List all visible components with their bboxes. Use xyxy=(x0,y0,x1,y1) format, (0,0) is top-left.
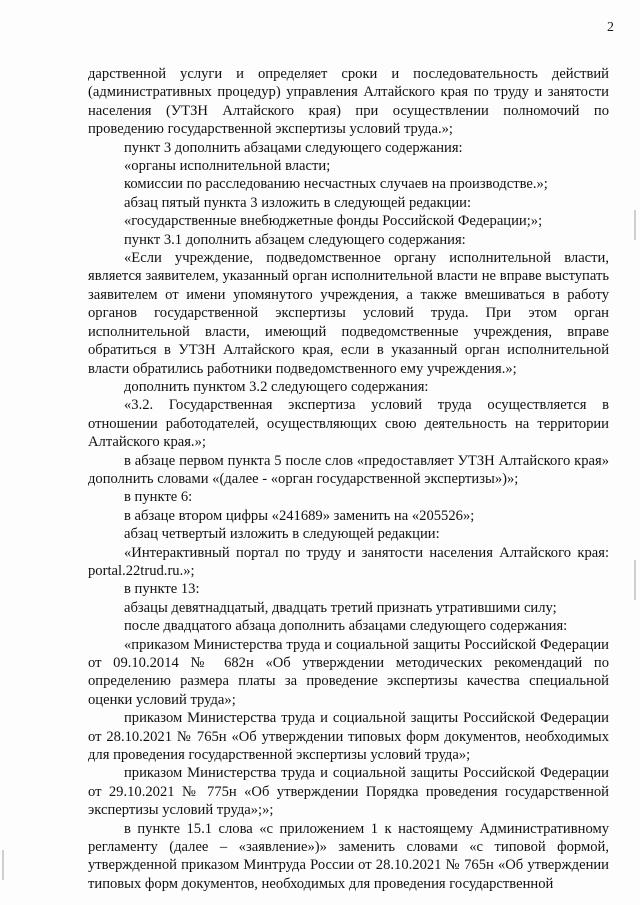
paragraph: пункт 3 дополнить абзацами следующего содержания: xyxy=(124,139,463,156)
document-body xyxy=(88,65,609,893)
page-number: 2 xyxy=(607,20,614,35)
paragraph: в пункте 13: xyxy=(124,581,200,598)
paragraph: в абзаце первом пункта 5 после слов «предоставляет УТЗН Алтайского края» дополнить словами «(далее - «орган государственной экспертизы»)»; xyxy=(88,452,609,487)
scan-edge-mark xyxy=(634,560,636,600)
paragraph: комиссии по расследованию несчастных случаев на производстве.»; xyxy=(124,176,548,193)
paragraph: после двадцатого абзаца дополнить абзацами следующего содержания: xyxy=(124,618,568,635)
scan-edge-mark xyxy=(2,850,4,880)
paragraph: дополнить пунктом 3.2 следующего содержания: xyxy=(124,378,429,395)
paragraph: «государственные внебюджетные фонды Российской Федерации;»; xyxy=(124,213,543,230)
paragraph: пункт 3.1 дополнить абзацем следующего содержания: xyxy=(124,231,466,248)
paragraph: приказом Министерства труда и социальной защиты Российской Федерации от 28.10.2021 № 765н «Об утверждении типовых форм документов, необходимых для проведения государственной экспертизы условий труда»; xyxy=(88,710,609,764)
paragraph: в пункте 15.1 слова «с приложением 1 к настоящему Административному регламенту (далее – «заявление»)» заменить словами «с типовой формой, утвержденной приказом Минтруда России от 28.10.2021 № 765н «Об утверждении типовых форм документов, необходимых для проведения государственной xyxy=(88,820,609,892)
paragraph: «3.2. Государственная экспертиза условий труда осуществляется в отношении работодателей, осуществляющих свою деятельность на территории Алтайского края.»; xyxy=(88,397,609,451)
paragraph: абзац пятый пункта 3 изложить в следующей редакции: xyxy=(124,194,472,211)
scan-edge-mark xyxy=(634,210,636,240)
paragraph: «Интерактивный портал по труду и занятости населения Алтайского края: portal.22trud.ru.»; xyxy=(88,544,609,579)
paragraph: «Если учреждение, подведомственное органу исполнительной власти, является заявителем, указанный орган исполнительной власти не вправе выступать заявителем от имени упомянутого учреждения, а также вмешиваться в работу органов государственной экспертизы условий труда. При этом орган исполнительной власти, имеющий подведомственные учреждения, вправе обратиться в УТЗН Алтайского края, если в указанный орган исполнительной власти обратились работники подведомственного ему учреждения.»; xyxy=(88,250,609,377)
paragraph: «органы исполнительной власти; xyxy=(124,158,331,175)
paragraph: абзац четвертый изложить в следующей редакции: xyxy=(124,526,440,543)
paragraph: абзацы девятнадцатый, двадцать третий признать утратившими силу; xyxy=(124,599,557,616)
paragraph: приказом Министерства труда и социальной защиты Российской Федерации от 29.10.2021 № 775н «Об утверждении Порядка проведения государственной экспертизы условий труда»;»; xyxy=(88,765,609,819)
paragraph: «приказом Министерства труда и социальной защиты Российской Федерации от 09.10.2014 № 682н «Об утверждении методических рекомендаций по определению размера платы за проведение экспертизы качества специальной оценки условий труда»; xyxy=(88,636,609,708)
paragraph: в пункте 6: xyxy=(124,489,193,506)
paragraph: в абзаце втором цифры «241689» заменить на «205526»; xyxy=(124,507,475,524)
paragraph: дарственной услуги и определяет сроки и последовательность действий (административных процедур) управления Алтайского края по труду и занятости населения (УТЗН Алтайского края) при осуществлении полномочий по проведению государственной экспертизы условий труда.»; xyxy=(88,66,609,138)
